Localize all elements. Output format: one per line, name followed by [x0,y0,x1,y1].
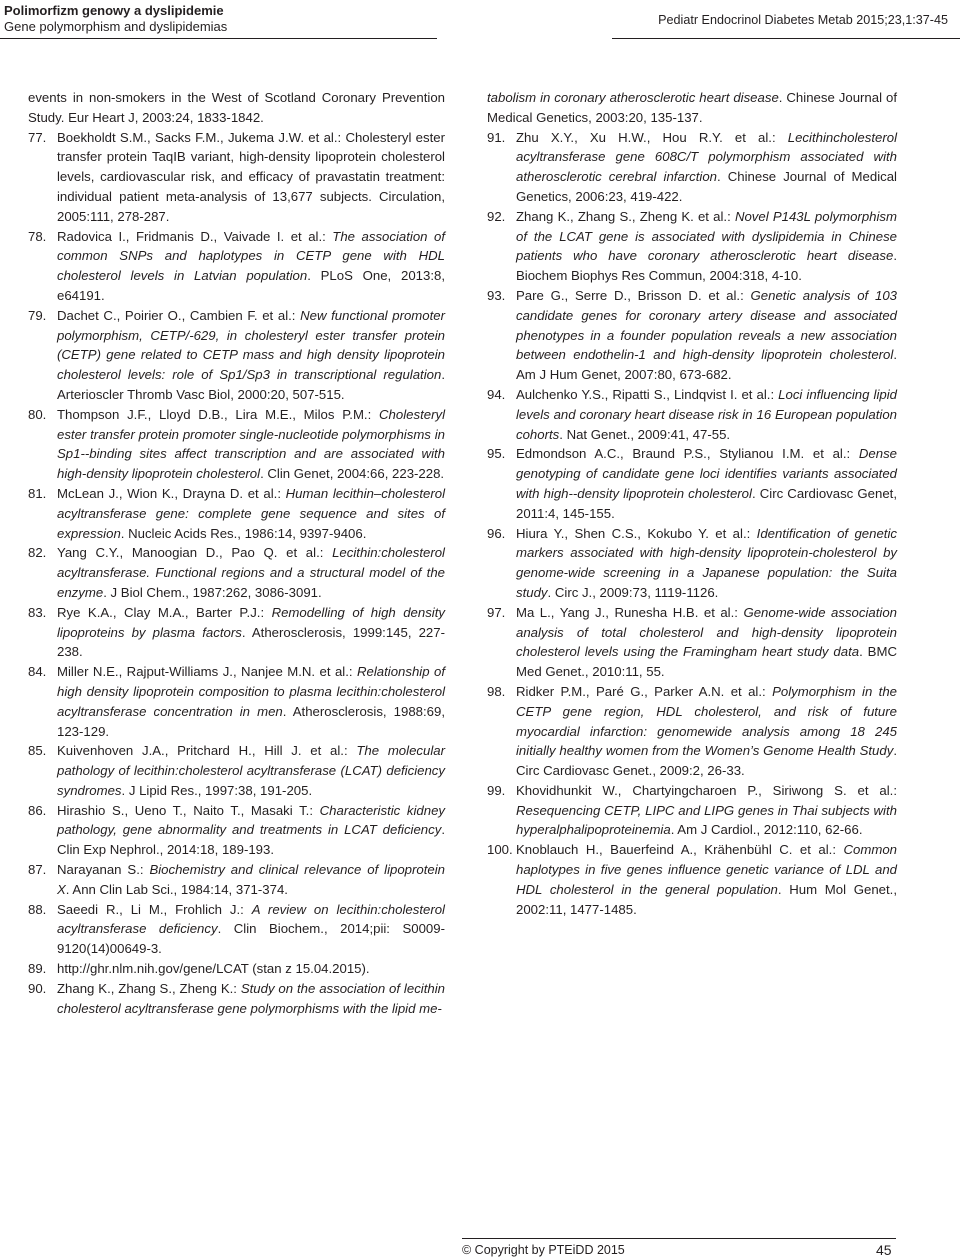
footer-rule [462,1238,896,1239]
reference-title: Identification of genetic markers associated with high-density lipoprotein-cholesterol by genome-wide screening in a Japanese population: the Suita study [516,525,897,600]
reference-number: 78. [28,228,47,244]
reference-authors: Zhang K., Zhang S., Zheng K. et al.: [516,208,735,224]
reference-source: . Am J Hum Genet, 2007:80, 673-682. [516,347,897,383]
reference-number: 83. [28,604,47,620]
reference-authors: Saeedi R., Li M., Frohlich J.: [57,901,252,917]
reference-authors: Hirashio S., Ueno T., Naito T., Masaki T.: [57,802,320,818]
reference-source: . BMC Med Genet., 2010:11, 55. [516,644,897,680]
reference-list-left [28,128,445,1019]
reference-number: 81. [28,485,47,501]
reference-entry [28,979,445,1019]
reference-entry [487,840,897,919]
reference-source: . Circ Cardiovasc Genet., 2009:2, 26-33. [516,743,897,779]
reference-entry [28,306,445,405]
page-number: 45 [876,1242,892,1258]
reference-entry [28,741,445,800]
reference-number: 98. [487,683,506,699]
reference-entry [28,662,445,741]
reference-entry [487,128,897,207]
header-title-polish: Polimorfizm genowy a dyslipidemie [4,3,224,18]
reference-continuation [487,88,897,128]
reference-entry [487,286,897,385]
reference-title: Lecithincholesterol acyltransferase gene 608C/T polymorphism associated with atherosclerotic cerebral infarction [516,129,897,185]
reference-number: 97. [487,604,506,620]
reference-title: Human lecithin–cholesterol acyltransferase gene: complete gene sequence and sites of expression [57,485,445,541]
reference-source: . Ann Clin Lab Sci., 1984:14, 371-374. [65,881,288,897]
reference-source: Circulation, 2005:111, 278-287. [57,188,445,224]
reference-number: 79. [28,307,47,323]
reference-title: Cholesteryl ester transfer protein TaqIB variant, high-density lipoprotein cholesterol levels, cardiovascular risk, and efficacy of pravastatin treatment: individual patient meta-analysis of 13,677 subjects. [57,129,445,204]
reference-authors: Edmondson A.C., Braund P.S., Stylianou I.M. et al.: [516,446,859,462]
reference-number: 100. [487,842,513,858]
reference-entry [28,860,445,900]
reference-source: . Arterioscler Thromb Vasc Biol, 2000:20, 507-515. [57,367,445,402]
reference-authors: Hiura Y., Shen C.S., Kokubo Y. et al.: [516,525,757,541]
reference-authors: Miller N.E., Rajput-Williams J., Nanjee M.N. et al.: [57,664,357,680]
reference-entry [487,524,897,603]
reference-entry [28,405,445,484]
reference-authors: Zhang K., Zhang S., Zheng K.: [57,980,241,996]
reference-entry [28,959,445,979]
reference-source: . J Lipid Res., 1997:38, 191-205. [121,782,313,798]
reference-number: 91. [487,129,506,145]
reference-title: Polymorphism in the CETP gene region, HDL cholesterol, and risk of future myocardial infarction: genomewide analysis among 18 245 initially healthy women from the Women’s Genome Health Study [516,683,897,759]
reference-number: 89. [28,961,47,977]
running-header-left [4,3,227,35]
reference-title: Common haplotypes in five genes influence genetic variance of LDL and HDL cholesterol in the general population [516,842,897,897]
header-rule-right [612,38,960,39]
reference-number: 82. [28,545,47,561]
reference-authors: Knoblauch H., Bauerfeind A., Krähenbühl C. et al.: [516,842,844,858]
reference-source: . Am J Cardiol., 2012:110, 62-66. [670,822,863,838]
reference-authors: Narayanan S.: [57,862,150,878]
reference-authors: Rye K.A., Clay M.A., Barter P.J.: [57,604,272,620]
reference-authors: Dachet C., Poirier O., Cambien F. et al.: [57,307,301,323]
reference-title: Lecithin:cholesterol acyltransferase. Functional regions and a structural model of the enzyme [57,545,445,600]
reference-source: . Nucleic Acids Res., 1986:14, 9397-9406. [120,525,367,541]
reference-source: . Circ Cardiovasc Genet, 2011:4, 145-155. [516,485,897,521]
reference-number: 92. [487,208,506,224]
reference-entry [487,781,897,840]
reference-continuation-source: . Chinese Journal of Medical Genetics, 2003:20, 135-137. [487,90,897,125]
reference-entry [28,227,445,306]
reference-number: 88. [28,901,47,917]
reference-source: . Biochem Biophys Res Commun, 2004:318, 4-10. [516,248,897,284]
reference-source: . Clin Exp Nephrol., 2014:18, 189-193. [57,822,445,858]
header-rule-left [0,38,437,39]
reference-authors: Ridker P.M., Paré G., Parker A.N. et al.: [516,683,773,699]
reference-number: 86. [28,802,47,818]
reference-entry [28,900,445,959]
reference-number: 93. [487,287,506,303]
reference-title: Genetic analysis of 103 candidate genes for coronary artery disease and associated phenotypes in a founder population reveals a new association between endothelin-1 and high-density lipoprotein cholesterol [516,287,897,363]
reference-number: 90. [28,980,47,996]
reference-entry [487,603,897,682]
reference-source: . PLoS One, 2013:8, e64191. [57,268,445,303]
reference-authors: Kuivenhoven J.A., Pritchard H., Hill J. et al.: [57,743,357,759]
reference-number: 94. [487,386,506,402]
reference-entry [28,543,445,602]
reference-authors: Thompson J.F., Lloyd D.B., Lira M.E., Milos P.M.: [57,406,380,422]
reference-title: Dense genotyping of candidate gene loci identifies variants associated with high--density lipoprotein cholesterol [516,446,897,501]
reference-authors: McLean J., Wion K., Drayna D. et al.: [57,485,286,501]
reference-entry [487,207,897,286]
reference-title: Remodelling of high density lipoproteins by plasma factors [57,604,445,640]
reference-number: 96. [487,525,506,541]
header-title-english: Gene polymorphism and dyslipidemias [4,19,228,34]
reference-authors: Aulchenko Y.S., Ripatti S., Lindqvist I. et al.: [516,386,779,402]
reference-title: The association of common SNPs and haplotypes in CETP gene with HDL cholesterol levels in Latvian population [57,228,445,284]
reference-entry [487,682,897,781]
reference-list-right [487,128,897,920]
reference-entry [487,385,897,444]
reference-number: 95. [487,446,506,462]
reference-source: . Chinese Journal of Medical Genetics, 2006:23, 419-422. [516,169,897,204]
reference-title: Cholesteryl ester transfer protein promoter single-nucleotide polymorphisms in Sp1--binding sites affect transcription and are associated with high-density lipoprotein cholesterol [57,406,445,482]
reference-number: 84. [28,664,47,680]
reference-title: Characteristic kidney pathology, gene abnormality and treatments in LCAT deficiency [57,802,445,838]
reference-number: 77. [28,129,47,145]
reference-title: Novel P143L polymorphism of the LCAT gene is associated with dyslipidemia in Chinese patients who have coronary atherosclerotic heart disease [516,208,897,264]
reference-title: Relationship of high density lipoprotein composition to plasma lecithin:cholesterol acyltransferase concentration in men [57,664,445,719]
reference-title: A review on lecithin:cholesterol acyltransferase deficiency [57,901,445,937]
reference-title: Genome-wide association analysis of total cholesterol and high-density lipoprotein cholesterol levels using the Framingham heart study data [516,604,897,660]
reference-title: New functional promoter polymorphism, CETP/-629, in cholesteryl ester transfer protein (CETP) gene related to CETP mass and high density lipoprotein cholesterol levels: role of Sp1/Sp3 in transcriptional regulation [57,307,445,383]
reference-authors: Ma L., Yang J., Runesha H.B. et al.: [516,604,744,620]
reference-title: Biochemistry and clinical relevance of lipoprotein X [57,862,445,897]
reference-title: Resequencing CETP, LIPC and LIPG genes in Thai subjects with hyperalphalipoproteinemia [516,802,897,838]
reference-authors: Yang C.Y., Manoogian D., Pao Q. et al.: [57,545,333,561]
reference-authors: Pare G., Serre D., Brisson D. et al.: [516,287,751,303]
reference-title: The molecular pathology of lecithin:cholesterol acyltransferase (LCAT) deficiency syndromes [57,743,445,798]
reference-authors: http://ghr.nlm.nih.gov/gene/LCAT (stan z 15.04.2015). [57,961,370,977]
reference-authors: Zhu X.Y., Xu H.W., Hou R.Y. et al.: [516,129,788,145]
reference-title: Study on the association of lecithin cholesterol acyltransferase gene polymorphisms with the lipid me- [57,980,445,1016]
header-journal-citation: Pediatr Endocrinol Diabetes Metab 2015;23,1:37-45 [658,13,948,27]
reference-column-right [487,88,897,919]
reference-entry [28,484,445,543]
reference-continuation-title: tabolism in coronary atherosclerotic heart disease [487,90,779,105]
reference-authors: Khovidhunkit W., Chartyingcharoen P., Siriwong S. et al.: [516,782,897,798]
reference-number: 87. [28,862,47,878]
reference-source: . Hum Mol Genet., 2002:11, 1477-1485. [516,881,897,917]
reference-authors: Radovica I., Fridmanis D., Vaivade I. et al.: [57,228,333,244]
reference-column-left [28,88,445,1018]
reference-title: Loci influencing lipid levels and coronary heart disease risk in 16 European population cohorts [516,386,897,442]
reference-number: 80. [28,406,47,422]
reference-authors: Boekholdt S.M., Sacks F.M., Jukema J.W. et al.: [57,129,346,145]
footer-copyright: © Copyright by PTEiDD 2015 [462,1243,625,1257]
reference-source: . Clin Biochem., 2014;pii: S0009-9120(14)00649-3. [57,921,445,957]
reference-source: . Atherosclerosis, 1988:69, 123-129. [57,703,445,739]
reference-number: 99. [487,782,506,798]
reference-source: . Circ J., 2009:73, 1119-1126. [547,584,719,600]
reference-entry [28,603,445,662]
reference-source: . Clin Genet, 2004:66, 223-228. [260,466,445,482]
reference-source: . Atherosclerosis, 1999:145, 227-238. [57,624,445,660]
reference-entry [28,801,445,860]
reference-continuation: events in non-smokers in the West of Scotland Coronary Prevention Study. Eur Heart J, 2003:24, 1833-1842. [28,90,445,125]
reference-source: . J Biol Chem., 1987:262, 3086-3091. [103,584,322,600]
reference-number: 85. [28,743,47,759]
reference-source: . Nat Genet., 2009:41, 47-55. [559,426,731,442]
reference-entry [28,128,445,227]
reference-entry [487,444,897,523]
